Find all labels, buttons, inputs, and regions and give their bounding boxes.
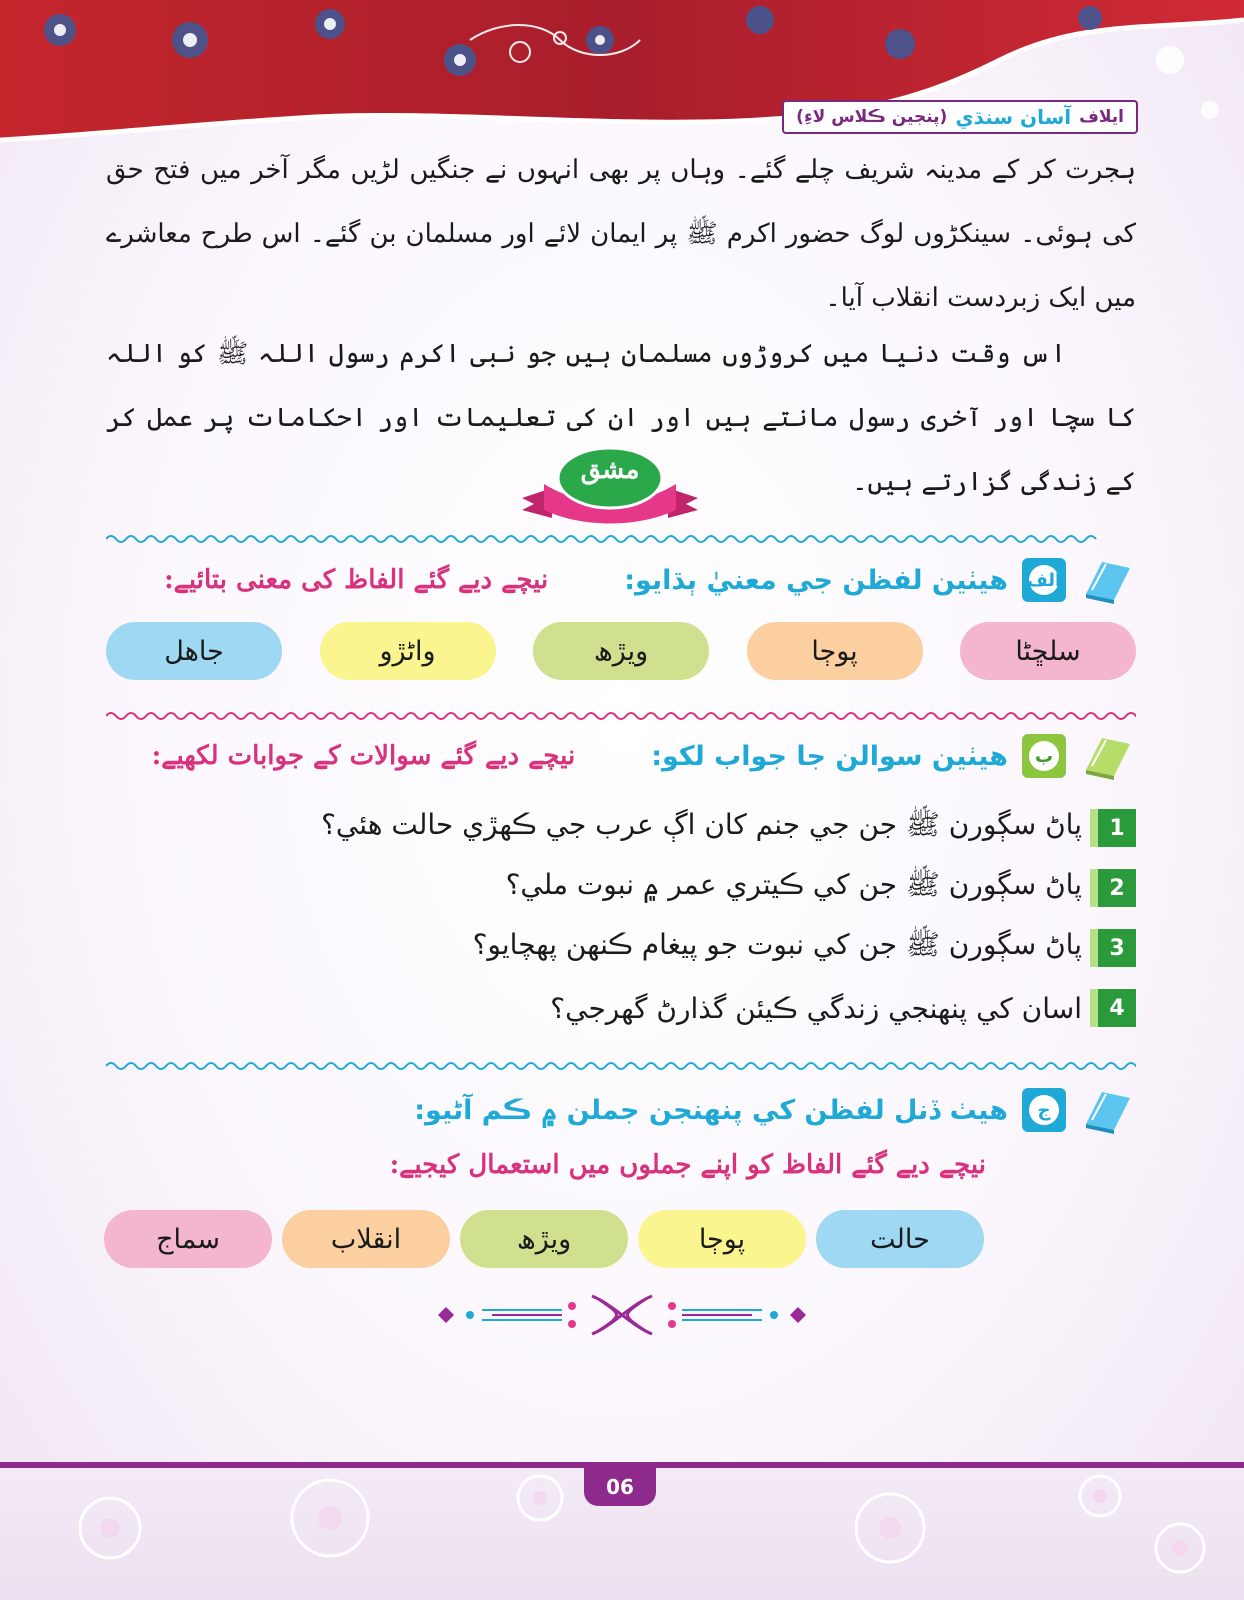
paragraph-1: ہجرت کر کے مدینہ شریف چلے گئے۔ وہاں پر بھی انہوں نے جنگیں لڑیں مگر آخر میں فتح حق کی ہوئی۔ سینکڑوں لوگ حضور اکرم ﷺ پر ایمان لائے اور مسلمان بن گئے۔ اس طرح معاشرے میں ایک زبردست انقلاب آیا۔	[106, 155, 1136, 313]
paragraph-2: اس وقت دنیا میں کروڑوں مسلمان ہیں جو نبی اکرم رسول اللہ ﷺ کو اللہ کا سچا اور آخری رسول مانتے ہیں اور ان کی تعلیمات اور احکامات پر عمل کر کے زندگی گزارتے ہیں۔	[106, 339, 1136, 497]
question-number: 1	[1098, 809, 1136, 847]
word-pill: سماج	[104, 1210, 272, 1268]
section-b-sindhi: هيٺين سوالن جا جواب لکو:	[651, 740, 1008, 772]
word-pill-row-c	[104, 1210, 984, 1268]
word-pill-row-a	[106, 622, 1136, 680]
word-pill: پوڄا	[638, 1210, 806, 1268]
word-pill: ويڙھ	[533, 622, 709, 680]
book-icon	[1080, 730, 1136, 782]
question-item	[106, 858, 1136, 918]
question-text: پاڻ سڳورن ﷺ جن جي جنم کان اڳ عرب جي ڪھڙي حالت ھئي؟	[321, 808, 1082, 841]
series-title: آسان سنڌي	[955, 105, 1072, 129]
question-item	[106, 978, 1136, 1038]
book-icon	[1080, 554, 1136, 606]
question-text: پاڻ سڳورن ﷺ جن کي ڪيتري عمر ۾ نبوت ملي؟	[505, 868, 1082, 901]
question-text: پاڻ سڳورن ﷺ جن کي نبوت جو پيغام ڪنھن پھچايو؟	[472, 928, 1082, 961]
question-number: 3	[1098, 929, 1136, 967]
series-class: (پنجين ڪلاس لاءِ)	[796, 107, 948, 127]
word-pill: ويڙھ	[460, 1210, 628, 1268]
question-item	[106, 918, 1136, 978]
series-label	[782, 100, 1138, 134]
section-c-heading	[106, 1082, 1136, 1138]
decorative-ornament	[432, 1290, 812, 1340]
section-c-sindhi: ھيٺ ڏنل لفظن کي پنھنجن جملن ۾ ڪم آڻيو:	[414, 1094, 1008, 1126]
question-number: 4	[1098, 989, 1136, 1027]
exercise-title: مشق	[580, 455, 640, 485]
word-pill: انقلاب	[282, 1210, 450, 1268]
series-brand: ايلاف	[1079, 107, 1124, 127]
question-number: 2	[1098, 869, 1136, 907]
section-a-sindhi: هيٺين لفظن جي معنيٰ ٻڌايو:	[624, 564, 1008, 596]
wavy-divider	[106, 1060, 1136, 1072]
wavy-divider	[106, 710, 1136, 722]
word-pill: پوڄا	[747, 622, 923, 680]
section-a-heading	[106, 552, 1136, 608]
section-a-urdu: نیچے دیے گئے الفاظ کی معنی بتائیے:	[164, 565, 549, 595]
question-text: اسان کي پنھنجي زندگي ڪيئن گذارڻ گھرجي؟	[550, 991, 1082, 1025]
word-pill: جاھل	[106, 622, 282, 680]
section-badge-jeem: ج	[1022, 1088, 1066, 1132]
page-number: 06	[584, 1468, 656, 1506]
book-icon	[1080, 1084, 1136, 1136]
word-pill: حالت	[816, 1210, 984, 1268]
section-badge-alif: الف	[1022, 558, 1066, 602]
wavy-divider	[106, 533, 1136, 545]
section-badge-be: ب	[1022, 734, 1066, 778]
section-b-urdu: نیچے دیے گئے سوالات کے جوابات لکھیے:	[151, 741, 576, 771]
word-pill: سلڇڻا	[960, 622, 1136, 680]
question-item	[106, 798, 1136, 858]
section-b-heading	[106, 728, 1136, 784]
section-c-urdu: نیچے دیے گئے الفاظ کو اپنے جملوں میں استعمال کیجیے:	[389, 1150, 986, 1180]
question-list	[106, 798, 1136, 1038]
word-pill: واڻڙو	[320, 622, 496, 680]
